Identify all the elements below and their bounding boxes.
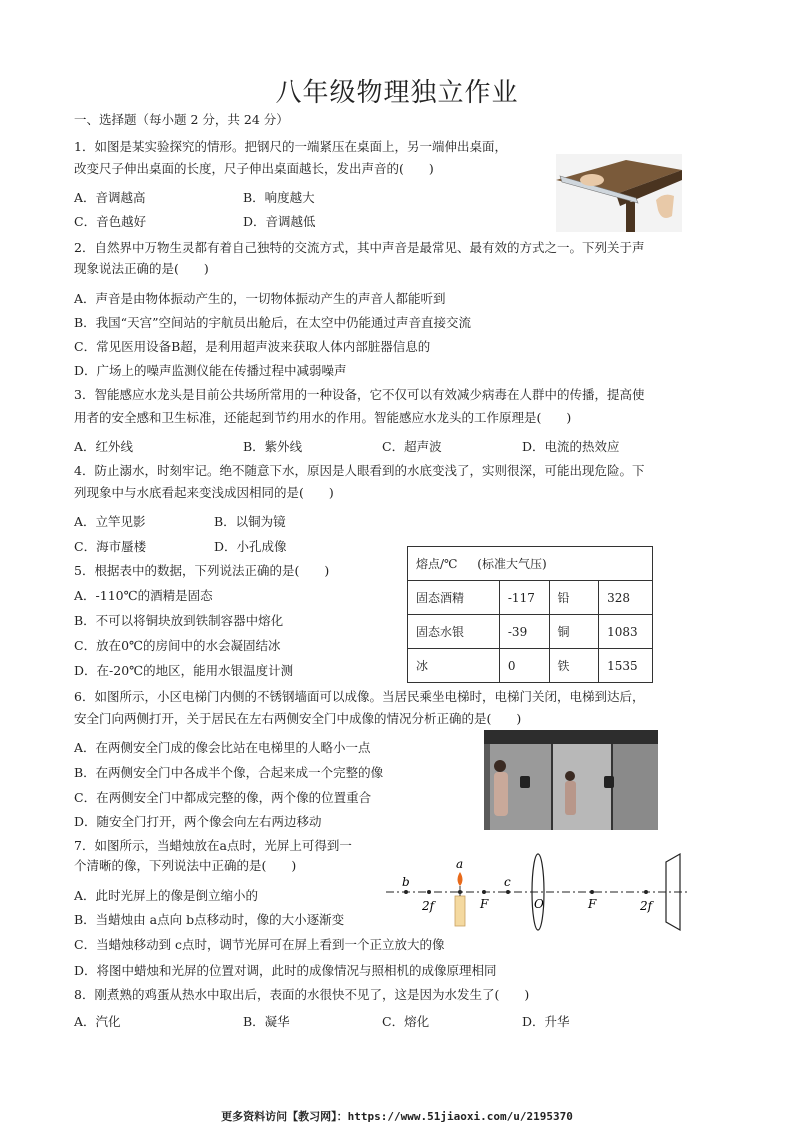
q2-option-c[interactable]: C．常见医用设备B超，是利用超声波来获取人体内部脏器信息的 [74, 339, 431, 354]
optical-center-label: O [534, 897, 544, 911]
left-focus-label: F [480, 897, 489, 911]
q5-option-b[interactable]: B．不可以将铜块放到铁制容器中熔化 [74, 613, 284, 628]
q4-stem-line1: 4．防止溺水，时刻牢记。绝不随意下水，原因是人眼看到的水底变浅了，实则很深，可能出现危险。下 [74, 463, 645, 478]
table-row [408, 615, 653, 649]
q3-option-a[interactable]: A．红外线 [74, 439, 134, 454]
q1-stem-line2: 改变尺子伸出桌面的长度，尺子伸出桌面越长，发出声音的( ) [74, 161, 434, 176]
table-header-note: (标准大气压) [477, 557, 547, 571]
page-title: 八年级物理独立作业 [275, 78, 519, 108]
q2-option-b[interactable]: B．我国“天宫”空间站的宇航员出舱后，在太空中仍能通过声音直接交流 [74, 315, 471, 330]
q7-option-c[interactable]: C．当蜡烛移动到 c点时，调节光屏可在屏上看到一个正立放大的像 [74, 937, 445, 952]
q6-option-c[interactable]: C．在两侧安全门中都成完整的像，两个像的位置重合 [74, 790, 372, 805]
q3-option-d[interactable]: D．电流的热效应 [522, 439, 620, 454]
q7-option-a[interactable]: A．此时光屏上的像是倒立缩小的 [74, 888, 259, 903]
q5-option-d[interactable]: D．在-20℃的地区，能用水银温度计测 [74, 663, 294, 678]
q6-option-a[interactable]: A．在两侧安全门成的像会比站在电梯里的人略小一点 [74, 740, 371, 755]
table-cell: 冰 [408, 649, 500, 683]
q6-option-b[interactable]: B．在两侧安全门中各成半个像，合起来成一个完整的像 [74, 765, 384, 780]
q8-option-c[interactable]: C．熔化 [382, 1014, 430, 1029]
q7-option-b[interactable]: B．当蜡烛由 a点向 b点移动时，像的大小逐渐变 [74, 912, 345, 927]
q5-option-c[interactable]: C．放在0℃的房间中的水会凝固结冰 [74, 638, 281, 653]
right-focus-label: F [588, 897, 597, 911]
footer-link[interactable]: 更多资料访问【教习网】：https://www.51jiaoxi.com/u/2195370 [221, 1110, 573, 1123]
candle [455, 872, 465, 926]
table-cell: 铜 [549, 615, 599, 649]
q2-stem-line2: 现象说法正确的是( ) [74, 261, 209, 276]
q4-option-c[interactable]: C．海市蜃楼 [74, 539, 147, 554]
q7-option-d[interactable]: D．将图中蜡烛和光屏的位置对调，此时的成像情况与照相机的成像原理相同 [74, 963, 497, 978]
q1-option-b[interactable]: B．响度越大 [243, 190, 315, 205]
q1-stem-line1: 1．如图是某实验探究的情形。把钢尺的一端紧压在桌面上，另一端伸出桌面， [74, 139, 507, 154]
q4-stem-line2: 列现象中与水底看起来变浅成因相同的是( ) [74, 485, 334, 500]
q6-stem-line2: 安全门向两侧打开，关于居民在左右两侧安全门中成像的情况分析正确的是( ) [74, 711, 522, 726]
q1-option-c[interactable]: C．音色越好 [74, 214, 147, 229]
point-c-label: c [504, 875, 511, 889]
q3-option-b[interactable]: B．紫外线 [243, 439, 303, 454]
q8-option-b[interactable]: B．凝华 [243, 1014, 290, 1029]
q2-stem-line1: 2．自然界中万物生灵都有着自己独特的交流方式，其中声音是最常见、最有效的方式之一。下列关于声 [74, 240, 645, 255]
melting-point-table [407, 546, 653, 683]
point-a-label: a [456, 857, 464, 871]
q3-stem-line2: 用者的安全感和卫生标准，还能起到节约用水的作用。智能感应水龙头的工作原理是( ) [74, 410, 572, 425]
section-heading: 一、选择题（每小题 2 分，共 24 分） [74, 112, 289, 127]
q4-option-b[interactable]: B．以铜为镜 [214, 514, 286, 529]
table-cell: 0 [499, 649, 549, 683]
q2-option-d[interactable]: D．广场上的噪声监测仪能在传播过程中减弱噪声 [74, 363, 347, 378]
q8-option-d[interactable]: D．升华 [522, 1014, 570, 1029]
point-b-label: b [402, 875, 410, 889]
q1-option-a[interactable]: A．音调越高 [74, 190, 146, 205]
table-cell: 1535 [599, 649, 653, 683]
table-cell: 328 [599, 581, 653, 615]
table-cell: 1083 [599, 615, 653, 649]
table-row [408, 581, 653, 615]
right-2f-label: 2f [640, 899, 653, 913]
q1-option-d[interactable]: D．音调越低 [243, 214, 316, 229]
lens-diagram [384, 850, 694, 934]
table-cell: 固态水银 [408, 615, 500, 649]
table-header-label: 熔点/℃ [416, 557, 458, 571]
q3-stem-line1: 3．智能感应水龙头是目前公共场所常用的一种设备，它不仅可以有效减少病毒在人群中的传播，提高使 [74, 387, 645, 402]
q8-stem: 8．刚煮熟的鸡蛋从热水中取出后，表面的水很快不见了，这是因为水发生了( ) [74, 987, 530, 1002]
ruler-experiment-image [556, 154, 682, 232]
q4-option-a[interactable]: A．立竿见影 [74, 514, 146, 529]
q2-option-a[interactable]: A．声音是由物体振动产生的，一切物体振动产生的声音人都能听到 [74, 291, 446, 306]
table-cell: -117 [499, 581, 549, 615]
q4-option-d[interactable]: D．小孔成像 [214, 539, 287, 554]
q5-stem: 5．根据表中的数据，下列说法正确的是( ) [74, 563, 330, 578]
q6-stem-line1: 6．如图所示，小区电梯门内侧的不锈钢墙面可以成像。当居民乘坐电梯时，电梯门关闭，电梯到达后， [74, 689, 645, 704]
q5-option-a[interactable]: A．-110℃的酒精是固态 [74, 588, 213, 603]
q6-option-d[interactable]: D．随安全门打开，两个像会向左右两边移动 [74, 814, 322, 829]
q3-option-c[interactable]: C．超声波 [382, 439, 442, 454]
q7-stem-line2: 个清晰的像，下列说法中正确的是( ) [74, 858, 297, 873]
table-cell: -39 [499, 615, 549, 649]
table-cell: 铁 [549, 649, 599, 683]
left-2f-label: 2f [422, 899, 435, 913]
table-cell: 铅 [549, 581, 599, 615]
table-row [408, 649, 653, 683]
table-cell: 固态酒精 [408, 581, 500, 615]
q7-stem-line1: 7．如图所示，当蜡烛放在a点时，光屏上可得到一 [74, 838, 352, 853]
q8-option-a[interactable]: A．汽化 [74, 1014, 121, 1029]
table-header-row [408, 547, 653, 581]
elevator-photo [484, 730, 658, 830]
